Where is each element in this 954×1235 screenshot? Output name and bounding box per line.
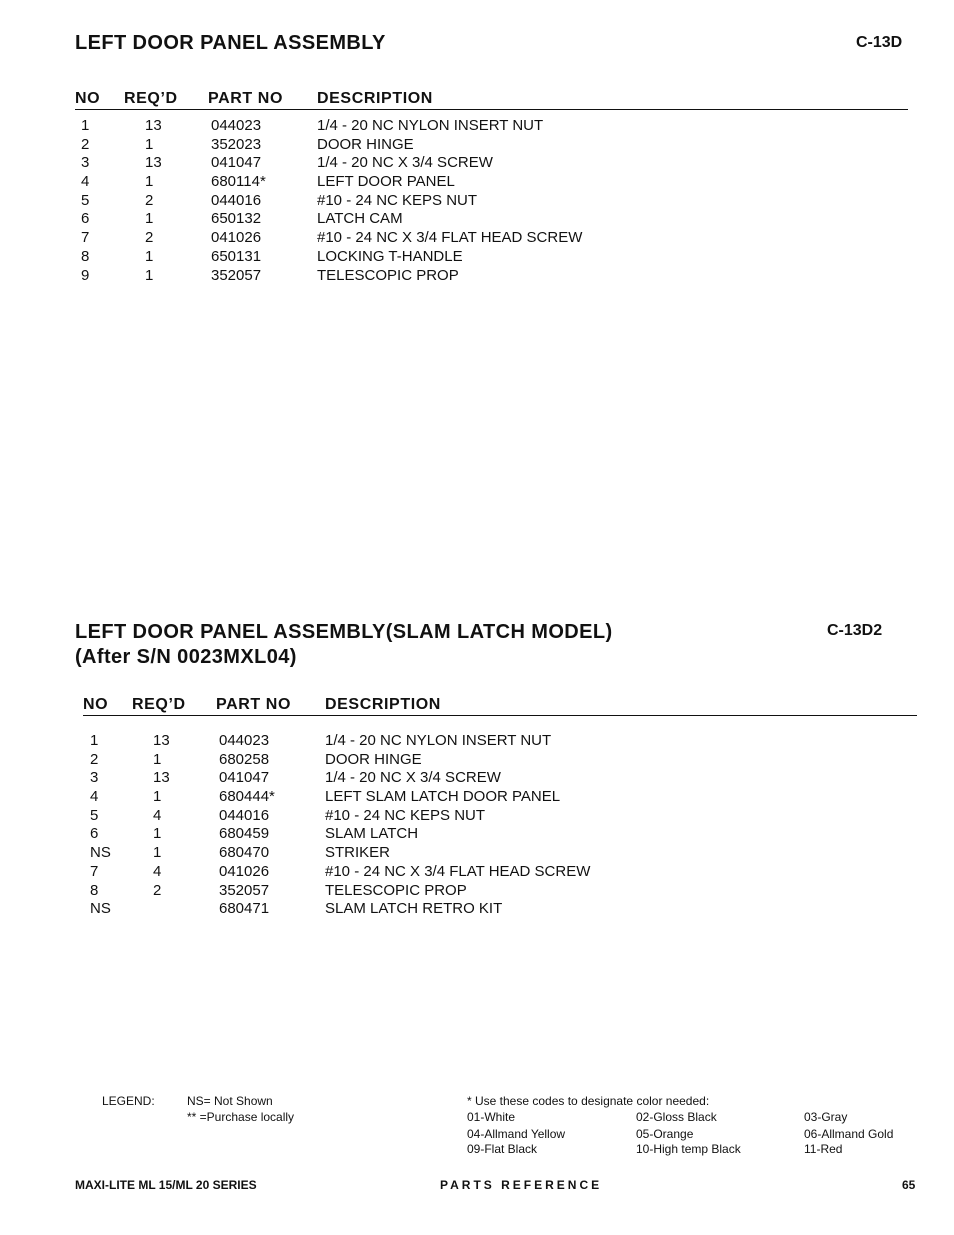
part-description: DOOR HINGE [325, 750, 422, 768]
quantity-required: 4 [153, 806, 162, 824]
quantity-required: 4 [153, 862, 162, 880]
footer-section-label: PARTS REFERENCE [440, 1178, 603, 1192]
section2-title: LEFT DOOR PANEL ASSEMBLY(SLAM LATCH MODEL) [75, 621, 613, 643]
section2-subtitle: (After S/N 0023MXL04) [75, 646, 297, 668]
color-code: 11-Red [804, 1142, 843, 1156]
part-number-index: 6 [81, 210, 90, 228]
page-number: 65 [902, 1178, 916, 1192]
part-number: 352057 [219, 881, 270, 899]
part-number-index: 6 [90, 825, 99, 843]
table-row [0, 192, 954, 211]
section1-header-no: NO [75, 90, 101, 107]
quantity-required: 1 [153, 750, 162, 768]
part-description: DOOR HINGE [317, 135, 414, 153]
part-number-index: NS [90, 844, 111, 862]
part-number: 680470 [219, 844, 270, 862]
part-description: LATCH CAM [317, 210, 403, 228]
part-number: 352023 [211, 135, 262, 153]
quantity-required: 1 [153, 825, 162, 843]
section2-header-no: NO [83, 696, 109, 713]
section1-header-rule [75, 109, 908, 110]
table-row [0, 117, 954, 136]
color-code: 02-Gloss Black [636, 1110, 717, 1124]
legend-not-shown: NS= Not Shown [187, 1094, 273, 1108]
part-number-index: 3 [81, 154, 90, 172]
color-code: 01-White [467, 1110, 516, 1124]
part-description: 1/4 - 20 NC NYLON INSERT NUT [325, 732, 552, 749]
part-description: 1/4 - 20 NC X 3/4 SCREW [325, 769, 501, 787]
part-number-index: 3 [90, 769, 99, 787]
quantity-required: 1 [153, 844, 162, 862]
part-number: 041026 [219, 862, 270, 880]
part-number: 680459 [219, 825, 270, 843]
part-description: LEFT DOOR PANEL [317, 173, 455, 191]
table-row [0, 732, 954, 751]
section1-parts-list [0, 117, 954, 285]
table-row [0, 229, 954, 248]
quantity-required: 1 [145, 210, 154, 228]
quantity-required: 1 [145, 247, 154, 265]
table-row [0, 882, 954, 901]
section2-parts-list [0, 732, 954, 919]
section2-header-desc: DESCRIPTION [325, 696, 441, 713]
section1-title: LEFT DOOR PANEL ASSEMBLY [75, 32, 386, 54]
part-description: #10 - 24 NC X 3/4 FLAT HEAD SCREW [317, 229, 583, 247]
part-number: 041026 [211, 229, 262, 247]
color-codes-note: * Use these codes to designate color needed: [467, 1094, 710, 1108]
part-number-index: 5 [90, 806, 99, 824]
quantity-required: 2 [153, 881, 162, 899]
table-row [0, 267, 954, 286]
part-number-index: 4 [81, 173, 90, 191]
color-code: 09-Flat Black [467, 1142, 538, 1156]
table-row [0, 154, 954, 173]
part-number: 044016 [211, 191, 262, 209]
table-row [0, 769, 954, 788]
part-description: TELESCOPIC PROP [325, 881, 467, 899]
part-description: #10 - 24 NC KEPS NUT [317, 191, 478, 209]
part-number-index: 7 [81, 229, 90, 247]
color-code: 10-High temp Black [636, 1142, 741, 1156]
part-number: 044023 [219, 732, 270, 749]
table-row [0, 807, 954, 826]
table-row [0, 788, 954, 807]
part-number: 352057 [211, 266, 262, 284]
quantity-required: 13 [145, 117, 162, 134]
table-row [0, 900, 954, 919]
section2-code: C-13D2 [827, 622, 883, 639]
quantity-required: 2 [145, 191, 154, 209]
part-number: 680258 [219, 750, 270, 768]
quantity-required: 13 [145, 154, 162, 172]
section1-header-req: REQ’D [124, 90, 178, 107]
part-description: #10 - 24 NC KEPS NUT [325, 806, 486, 824]
part-description: SLAM LATCH [325, 825, 419, 843]
quantity-required: 1 [145, 266, 154, 284]
table-row [0, 248, 954, 267]
table-row [0, 173, 954, 192]
part-number-index: 1 [90, 732, 99, 749]
section1-code: C-13D [856, 34, 903, 51]
color-code: 03-Gray [804, 1110, 848, 1124]
quantity-required: 1 [145, 173, 154, 191]
part-number: 650131 [211, 247, 262, 265]
part-description: SLAM LATCH RETRO KIT [325, 900, 503, 918]
table-row [0, 863, 954, 882]
color-code: 05-Orange [636, 1127, 694, 1141]
section2-header-req: REQ’D [132, 696, 186, 713]
part-number: 044016 [219, 806, 270, 824]
part-number-index: 4 [90, 788, 99, 806]
part-number-index: 8 [81, 247, 90, 265]
part-number: 041047 [219, 769, 270, 787]
legend-label: LEGEND: [102, 1094, 155, 1108]
table-row [0, 136, 954, 155]
part-number: 041047 [211, 154, 262, 172]
quantity-required: 13 [153, 732, 170, 749]
part-number-index: 7 [90, 862, 99, 880]
table-row [0, 210, 954, 229]
part-description: 1/4 - 20 NC NYLON INSERT NUT [317, 117, 544, 134]
part-number-index: 5 [81, 191, 90, 209]
part-number-index: 8 [90, 881, 99, 899]
part-number: 680471 [219, 900, 270, 918]
footer-series: MAXI-LITE ML 15/ML 20 SERIES [75, 1178, 257, 1192]
part-number: 680114* [211, 173, 266, 191]
part-description: #10 - 24 NC X 3/4 FLAT HEAD SCREW [325, 862, 591, 880]
quantity-required: 13 [153, 769, 170, 787]
quantity-required: 2 [145, 229, 154, 247]
section2-header-part: PART NO [216, 696, 292, 713]
part-description: STRIKER [325, 844, 391, 862]
quantity-required: 1 [145, 135, 154, 153]
part-description: 1/4 - 20 NC X 3/4 SCREW [317, 154, 493, 172]
legend-purchase-locally: ** =Purchase locally [187, 1110, 295, 1124]
part-number: 680444* [219, 788, 275, 806]
part-number: 044023 [211, 117, 262, 134]
quantity-required: 1 [153, 788, 162, 806]
color-code: 04-Allmand Yellow [467, 1127, 566, 1141]
part-number-index: NS [90, 900, 111, 918]
table-row [0, 751, 954, 770]
part-number: 650132 [211, 210, 262, 228]
part-number-index: 2 [90, 750, 99, 768]
part-number-index: 1 [81, 117, 90, 134]
table-row [0, 844, 954, 863]
section2-header-rule [83, 715, 917, 716]
color-code: 06-Allmand Gold [804, 1127, 894, 1141]
section1-header-desc: DESCRIPTION [317, 90, 433, 107]
part-description: LOCKING T-HANDLE [317, 247, 463, 265]
part-description: LEFT SLAM LATCH DOOR PANEL [325, 788, 561, 806]
section1-header-part: PART NO [208, 90, 284, 107]
part-description: TELESCOPIC PROP [317, 266, 459, 284]
part-number-index: 2 [81, 135, 90, 153]
part-number-index: 9 [81, 266, 90, 284]
table-row [0, 825, 954, 844]
